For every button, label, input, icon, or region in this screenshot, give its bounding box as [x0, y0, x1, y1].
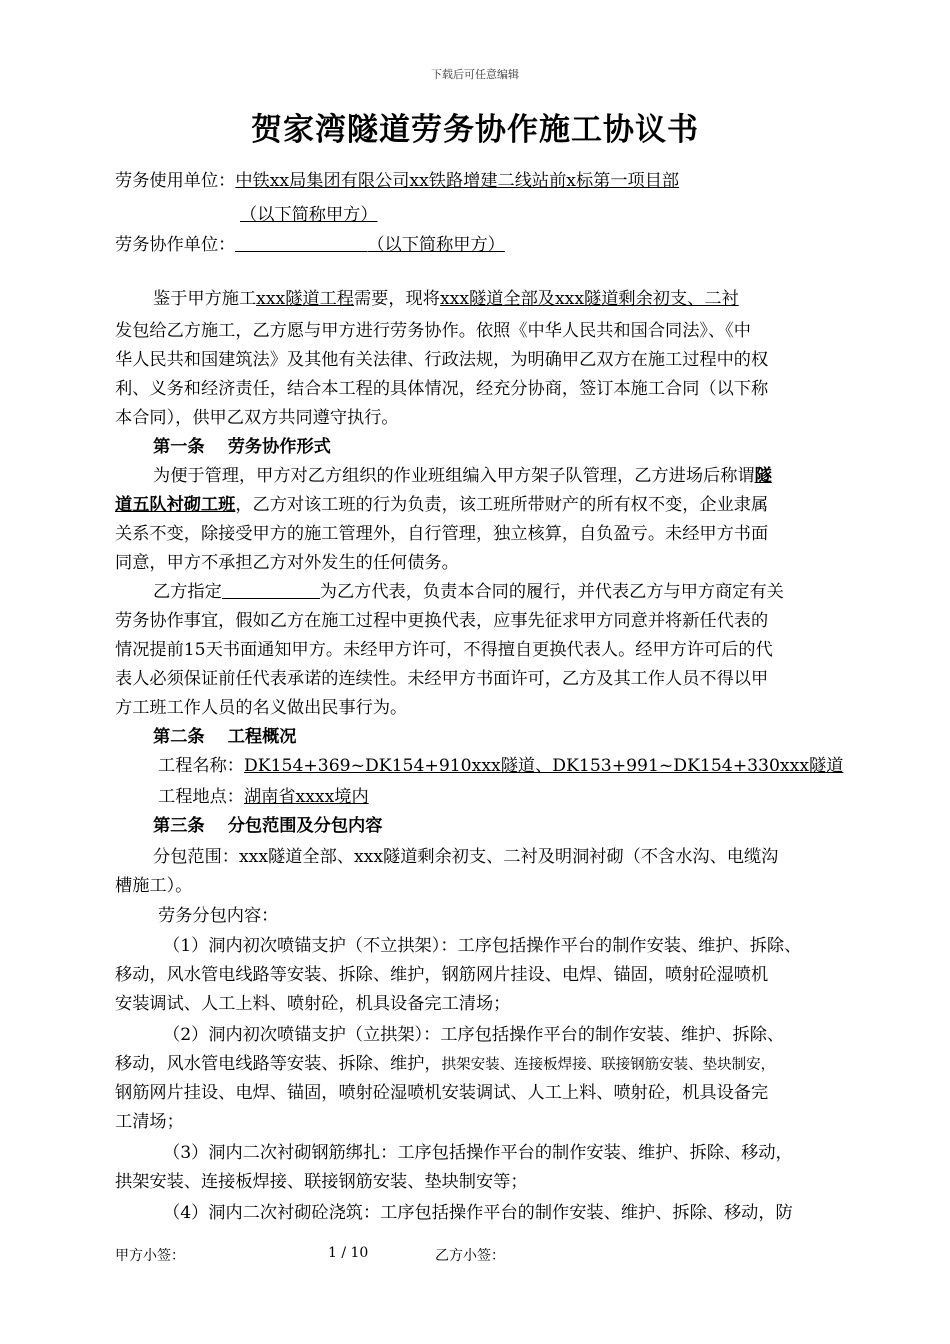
footer-sign-a: 甲方小签： [115, 1248, 185, 1264]
team-name: 道五队衬砌工班 [115, 495, 236, 515]
art1-text: 乙方指定 [153, 582, 222, 602]
project-location-label: 工程地点： [158, 787, 244, 807]
item-2-line-1: （2）洞内初次喷锚支护（立拱架）：工序包括操作平台的制作安装、维护、拆除、 [163, 1025, 785, 1045]
intro-scope: xxx隧道全部及xxx隧道剩余初支、二衬 [439, 289, 739, 309]
party-b-alias: （以下简称甲方） [367, 235, 505, 255]
document-title: 贺家湾隧道劳务协作施工协议书 [251, 112, 699, 148]
team-name-part: 隧 [754, 466, 772, 486]
footer-sign-b: 乙方小签： [435, 1248, 505, 1264]
art1-text: 为乙方代表，负责本合同的履行，并代表乙方与甲方商定有关 [319, 582, 784, 602]
art1-line-1 [153, 461, 772, 491]
item-2-text: 移动，风水管电线路等安装、拆除、维护， [115, 1054, 442, 1074]
art1-line-5 [153, 577, 784, 607]
party-a-alias: （以下简称甲方） [240, 205, 378, 225]
intro-line-1 [153, 284, 739, 314]
project-location-value: 湖南省xxxx境内 [243, 787, 369, 807]
article-2-heading: 第二条 工程概况 [153, 727, 297, 747]
page-number: 1 / 10 [328, 1245, 369, 1261]
art1-text: 为便于管理，甲方对乙方组织的作业班组编入甲方架子队管理，乙方进场后称谓 [153, 466, 755, 486]
header-note: 下载后可任意编辑 [431, 68, 519, 81]
item-2-line-4: 工清场； [115, 1112, 184, 1132]
item-2-line-3: 钢筋网片挂设、电焊、锚固，喷射砼湿喷机安装调试、人工上料、喷射砼，机具设备完 [115, 1083, 769, 1103]
art1-line-9: 方工班工作人员的名义做出民事行为。 [115, 698, 408, 718]
party-a-line [115, 166, 679, 196]
art1-line-7: 情况提前15天书面通知甲方。未经甲方许可，不得擅自更换代表人。经甲方许可后的代 [115, 640, 773, 660]
art1-line-3: 关系不变，除接受甲方的施工管理外，自行管理，独立核算，自负盈亏。未经甲方书面 [115, 524, 769, 544]
art1-line-4: 同意，甲方不承担乙方对外发生的任何债务。 [115, 553, 459, 573]
project-name-label: 工程名称： [158, 756, 244, 776]
intro-line-3: 华人民共和国建筑法》及其他有关法律、行政法规，为明确甲乙双方在施工过程中的权 [115, 350, 769, 370]
article-1-heading: 第一条 劳务协作形式 [153, 437, 331, 457]
item-3-line-2: 拱架安装、连接板焊接、联接钢筋安装、垫块制安等； [115, 1172, 528, 1192]
art1-line-2 [115, 490, 768, 520]
project-name-value: DK154+369~DK154+910xxx隧道、DK153+991~DK154+330xxx隧道 [243, 756, 844, 776]
intro-text: 需要，现将 [353, 289, 440, 309]
article-3-heading: 第三条 分包范围及分包内容 [153, 816, 383, 836]
item-2-text-small: 拱架安装、连接板焊接、联接钢筋安装、垫块制安， [441, 1057, 776, 1073]
item-2-line-2 [115, 1049, 775, 1080]
item-3-line-1: （3）洞内二次衬砌钢筋绑扎：工序包括操作平台的制作安装、维护、拆除、移动， [163, 1143, 793, 1163]
party-a-label: 劳务使用单位： [115, 171, 236, 191]
project-location-line [158, 782, 369, 812]
representative-blank [222, 580, 320, 599]
party-b-name-blank [235, 233, 367, 252]
scope-line-1: 分包范围：xxx隧道全部、xxx隧道剩余初支、二衬及明洞衬砌（不含水沟、电缆沟 [153, 847, 779, 867]
intro-text: 鉴于甲方施工 [153, 289, 257, 309]
item-1-line-2: 移动，风水管电线路等安装、拆除、维护，钢筋网片挂设、电焊、锚固，喷射砼湿喷机 [115, 965, 769, 985]
item-1-line-3: 安装调试、人工上料、喷射砼，机具设备完工清场； [115, 994, 511, 1014]
intro-line-4: 利、义务和经济责任，结合本工程的具体情况，经充分协商，签订本施工合同（以下称 [115, 379, 769, 399]
content-label: 劳务分包内容： [158, 906, 279, 926]
party-b-label: 劳务协作单位： [115, 235, 236, 255]
party-b-line [115, 230, 505, 260]
intro-line-5: 本合同），供甲乙双方共同遵守执行。 [115, 408, 399, 428]
party-a-name: 中铁xx局集团有限公司xx铁路增建二线站前x标第一项目部 [235, 171, 680, 191]
intro-project: xxx隧道工程 [256, 289, 354, 309]
project-name-line [158, 751, 843, 781]
item-4-line-1: （4）洞内二次衬砌砼浇筑：工序包括操作平台的制作安装、维护、拆除、移动，防 [163, 1203, 793, 1223]
art1-line-6: 劳务协作事宜，假如乙方在施工过程中更换代表，应事先征求甲方同意并将新任代表的 [115, 611, 769, 631]
intro-line-2: 发包给乙方施工，乙方愿与甲方进行劳务协作。依照《中华人民共和国合同法》、《中 [115, 321, 751, 341]
art1-line-8: 表人必须保证前任代表承诺的连续性。未经甲方书面许可，乙方及其工作人员不得以甲 [115, 669, 769, 689]
art1-text: ，乙方对该工班的行为负责，该工班所带财产的所有权不变，企业隶属 [235, 495, 769, 515]
scope-line-2: 槽施工）。 [115, 876, 193, 896]
item-1-line-1: （1）洞内初次喷锚支护（不立拱架）：工序包括操作平台的制作安装、维护、拆除、 [163, 936, 802, 956]
